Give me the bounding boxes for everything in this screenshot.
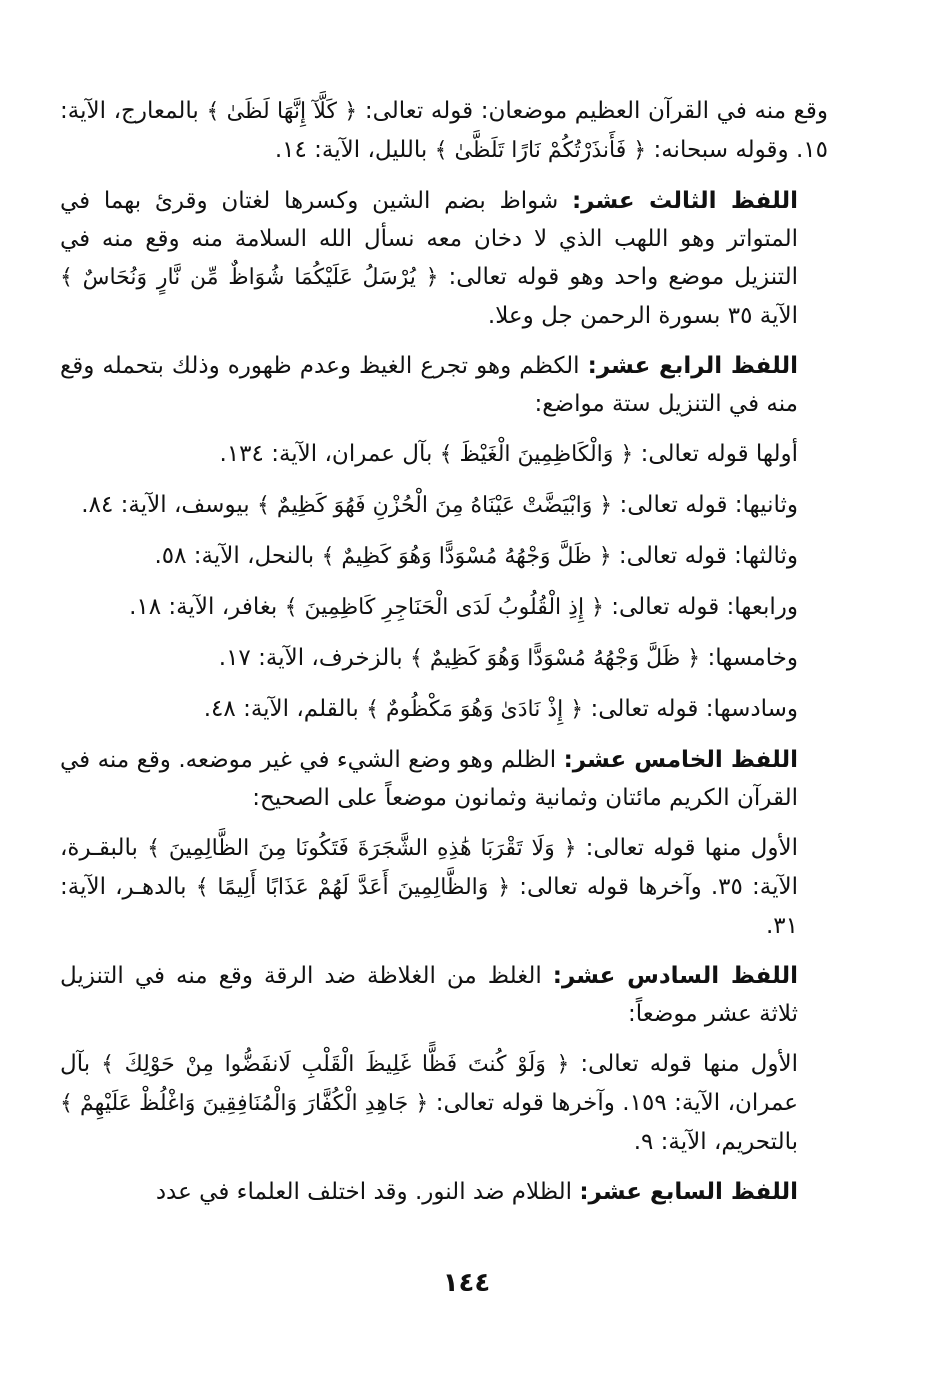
paragraph-p13 xyxy=(60,1045,828,1161)
paragraph-p7 xyxy=(60,588,828,627)
section-heading: اللفظ الرابع عشر: xyxy=(587,353,798,379)
body-text: شواظ بضم الشين وكسرها لغتان وقرئ بهما في المتواتر وهو اللهب الذي لا دخان معه نسأل الله السلامة منه وقع منه في التنزيل موضع واحد وهو قوله تعالى: xyxy=(60,188,798,290)
body-text: الآية ٣٥ بسورة الرحمن جل وعلا. xyxy=(487,303,798,329)
body-text: وثانيها: قوله تعالى: xyxy=(612,492,798,518)
body-text: بالقلم، الآية: ٤٨. xyxy=(203,696,367,722)
body-text: بيوسف، الآية: ٨٤. xyxy=(81,492,257,518)
quran-verse: ﴿ إِذِ الْقُلُوبُ لَدَى الْحَنَاجِرِ كَاظِمِينَ ﴾ xyxy=(284,595,604,620)
body-text: أولها قوله تعالى: xyxy=(633,441,798,467)
body-text: بآل عمران، الآية: ١٣٤. xyxy=(219,441,440,467)
body-text: بآل عمران، الآية: ١٥٩. وآخرها قوله تعالى: xyxy=(60,1051,799,1116)
body-text: وقع منه في القرآن العظيم موضعان: قوله تعالى: xyxy=(357,98,828,124)
page-body xyxy=(60,92,828,1205)
body-text: بالدهـر، الآية: ٣١. xyxy=(60,874,798,939)
body-text: الأول منها قوله تعالى: xyxy=(569,1051,798,1077)
body-text: بغافر، الآية: ١٨. xyxy=(129,594,285,620)
paragraph-p1 xyxy=(60,92,828,170)
body-text: بالبقـرة، الآية: ٣٥. وآخرها قوله تعالى: xyxy=(60,835,798,900)
paragraph-p11 xyxy=(60,829,828,945)
section-heading: اللفظ الخامس عشر: xyxy=(563,747,798,773)
quran-verse: ﴿ وَلَا تَقْرَبَا هَٰذِهِ الشَّجَرَةَ فَتَكُونَا مِنَ الظَّالِمِينَ ﴾ xyxy=(147,836,577,861)
body-text: بالزخرف، الآية: ١٧. xyxy=(218,645,410,671)
quran-verse: ﴿ يُرْسَلُ عَلَيْكُمَا شُوَاظٌ مِّن نَّارٍ وَنُحَاسٌ ﴾ xyxy=(60,265,439,290)
quran-verse: ﴿ وَلَوْ كُنتَ فَظًّا غَلِيظَ الْقَلْبِ لَانفَضُّوا مِنْ حَوْلِكَ ﴾ xyxy=(101,1052,570,1077)
quran-verse: ﴿ إِذْ نَادَىٰ وَهُوَ مَكْظُومٌ ﴾ xyxy=(366,697,584,722)
body-text: ورابعها: قوله تعالى: xyxy=(603,594,798,620)
quran-verse: ﴿ ظَلَّ وَجْهُهُ مُسْوَدًّا وَهُوَ كَظِيمٌ ﴾ xyxy=(321,544,612,569)
quran-verse: ﴿ جَاهِدِ الْكُفَّارَ وَالْمُنَافِقِينَ وَاغْلُظْ عَلَيْهِمْ ﴾ xyxy=(60,1091,429,1116)
body-text: الظلم وهو وضع الشيء في غير موضعه. وقع منه في القرآن الكريم مائتان وثمانية وثمانون موضعاً على الصحيح: xyxy=(60,747,798,811)
paragraph-p3 xyxy=(60,347,828,423)
body-text: وثالثها: قوله تعالى: xyxy=(611,543,798,569)
quran-verse: ﴿ فَأَنذَرْتُكُمْ نَارًا تَلَظَّىٰ ﴾ xyxy=(434,138,647,163)
body-text: بالليل، الآية: ١٤. xyxy=(274,137,435,163)
body-text: بالتحريم، الآية: ٩. xyxy=(633,1129,798,1155)
paragraph-p12 xyxy=(60,957,828,1033)
body-text: الظلام ضد النور. وقد اختلف العلماء في عدد xyxy=(155,1179,580,1205)
paragraph-p4 xyxy=(60,435,828,474)
section-heading: اللفظ السابع عشر: xyxy=(579,1179,798,1205)
paragraph-p10 xyxy=(60,741,828,817)
quran-verse: ﴿ وَابْيَضَّتْ عَيْنَاهُ مِنَ الْحُزْنِ فَهُوَ كَظِيمٌ ﴾ xyxy=(256,493,613,518)
body-text: وسادسها: قوله تعالى: xyxy=(583,696,798,722)
quran-verse: ﴿ كَلَّآ إِنَّهَا لَظَىٰ ﴾ xyxy=(206,99,358,124)
body-text: بالنحل، الآية: ٥٨. xyxy=(154,543,322,569)
paragraph-p6 xyxy=(60,537,828,576)
quran-verse: ﴿ وَالظَّالِمِينَ أَعَدَّ لَهُمْ عَذَابًا أَلِيمًا ﴾ xyxy=(195,875,511,900)
paragraph-p9 xyxy=(60,690,828,729)
section-heading: اللفظ الثالث عشر: xyxy=(571,188,798,214)
paragraph-p5 xyxy=(60,486,828,525)
body-text: بالمعارج، الآية: ١٥. وقوله سبحانه: xyxy=(60,98,828,163)
paragraph-p2 xyxy=(60,182,828,335)
paragraph-p8 xyxy=(60,639,828,678)
quran-verse: ﴿ ظَلَّ وَجْهُهُ مُسْوَدًّا وَهُوَ كَظِيمٌ ﴾ xyxy=(410,646,701,671)
body-text: وخامسها: xyxy=(700,645,798,671)
paragraph-p14 xyxy=(60,1173,828,1211)
body-text: الغلظ من الغلاظة ضد الرقة وقع منه في التنزيل ثلاثة عشر موضعاً: xyxy=(60,963,798,1027)
body-text: الكظم وهو تجرع الغيظ وعدم ظهوره وذلك بتحمله وقع منه في التنزيل ستة مواضع: xyxy=(60,353,798,417)
body-text: الأول منها قوله تعالى: xyxy=(576,835,798,861)
section-heading: اللفظ السادس عشر: xyxy=(552,963,799,989)
quran-verse: ﴿ وَالْكَاظِمِينَ الْغَيْظَ ﴾ xyxy=(439,442,634,467)
page-number: ١٤٤ xyxy=(442,1268,491,1298)
